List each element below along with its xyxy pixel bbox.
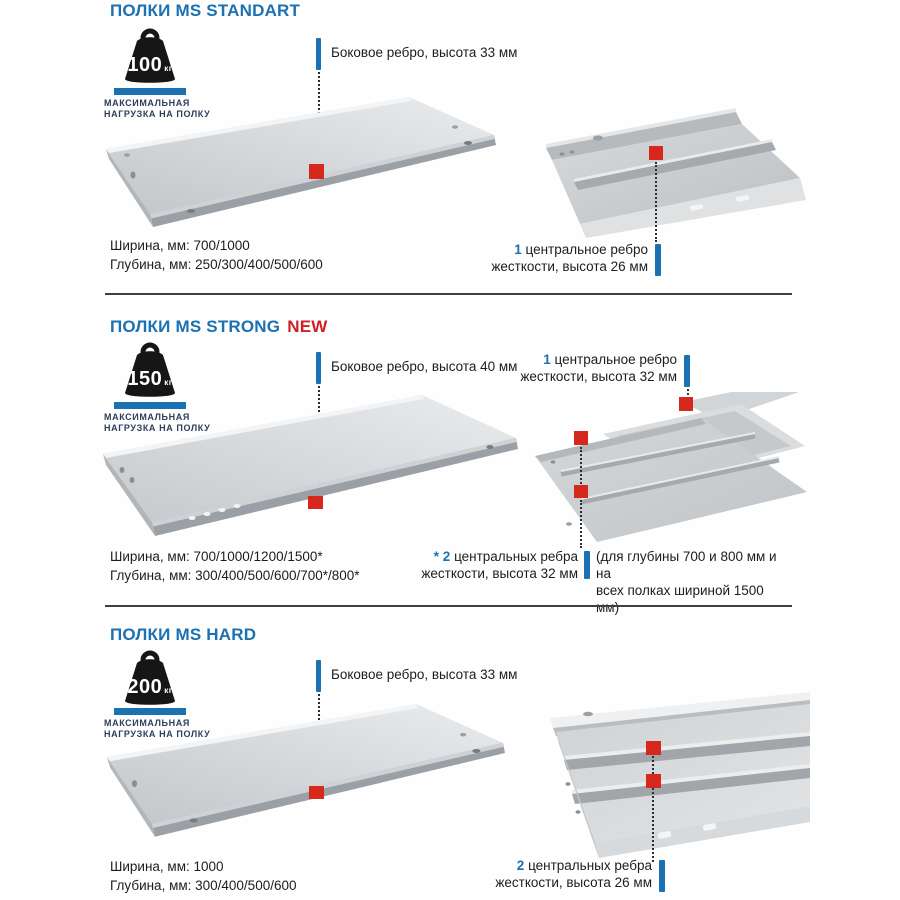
shelf-illustration-top xyxy=(103,95,503,240)
section-divider xyxy=(105,293,792,295)
rib-marker xyxy=(574,485,588,498)
max-load-caption: МАКСИМАЛЬНАЯ НАГРУЗКА НА ПОЛКУ xyxy=(104,98,211,119)
rib-marker xyxy=(309,786,324,799)
section-title-text: ПОЛКИ MS STRONG xyxy=(110,317,281,336)
callout-bar xyxy=(316,352,321,384)
specs-standart xyxy=(110,236,323,274)
section-divider xyxy=(105,605,792,607)
shelf-illustration-underside-1rib xyxy=(540,108,808,238)
rib-marker xyxy=(574,431,588,445)
spec-depth: Глубина, мм: 250/300/400/500/600 xyxy=(110,257,323,272)
specs-strong xyxy=(110,547,360,585)
shelf-illustration-top xyxy=(100,392,525,547)
spec-width: Ширина, мм: 700/1000 xyxy=(110,238,250,253)
section-title-standart xyxy=(110,1,300,21)
shelf-illustration-stack xyxy=(533,392,811,544)
dotted-leader-line xyxy=(580,447,582,484)
central-rib-note: 1 центральное ребро жесткости, высота 26 мм xyxy=(491,242,648,274)
spec-depth: Глубина, мм: 300/400/500/600 xyxy=(110,878,297,893)
rib-marker xyxy=(646,741,661,755)
depth-condition-note: (для глубины 700 и 800 мм и на всех полках шириной 1500 мм) xyxy=(596,549,777,615)
rib-marker xyxy=(309,164,324,179)
callout-bar xyxy=(684,355,690,387)
new-badge: NEW xyxy=(287,317,328,336)
spec-width: Ширина, мм: 700/1000/1200/1500* xyxy=(110,549,323,564)
rib-marker xyxy=(679,397,693,411)
side-rib-note: Боковое ребро, высота 33 мм xyxy=(331,667,518,682)
section-title-hard xyxy=(110,625,256,645)
max-load-value: 200 кг xyxy=(127,676,173,698)
callout-bar xyxy=(584,551,590,579)
weight-underline-bar xyxy=(114,88,186,95)
shelf-illustration-underside-2rib xyxy=(538,688,810,858)
spec-width: Ширина, мм: 1000 xyxy=(110,859,224,874)
central-ribs-note: * 2 центральных ребра жесткости, высота 32 мм xyxy=(421,549,578,581)
spec-depth: Глубина, мм: 300/400/500/600/700*/800* xyxy=(110,568,360,583)
callout-bar xyxy=(316,660,321,692)
max-load-caption: МАКСИМАЛЬНАЯ НАГРУЗКА НА ПОЛКУ xyxy=(104,718,211,739)
callout-bar xyxy=(316,38,321,70)
dotted-leader-line xyxy=(655,162,657,242)
section-title-text: ПОЛКИ MS STANDART xyxy=(110,1,301,20)
dotted-leader-line xyxy=(652,756,654,862)
central-rib-note: 1 центральное ребро жесткости, высота 32 мм xyxy=(520,352,677,384)
section-title-strong xyxy=(110,317,327,337)
max-load-value: 100 кг xyxy=(127,54,173,76)
rib-marker xyxy=(308,496,323,509)
specs-hard xyxy=(110,857,296,895)
max-load-value: 150 кг xyxy=(127,368,173,390)
dotted-leader-line xyxy=(580,500,582,548)
callout-bar xyxy=(659,860,665,892)
side-rib-note: Боковое ребро, высота 40 мм xyxy=(331,359,518,374)
section-title-text: ПОЛКИ MS HARD xyxy=(110,625,257,644)
shelf-illustration-top xyxy=(103,702,513,850)
side-rib-note: Боковое ребро, высота 33 мм xyxy=(331,45,518,60)
callout-bar xyxy=(655,244,661,276)
central-ribs-note: 2 центральных ребра жесткости, высота 26 мм xyxy=(495,858,652,890)
max-load-caption: МАКСИМАЛЬНАЯ НАГРУЗКА НА ПОЛКУ xyxy=(104,412,211,433)
rib-marker xyxy=(646,774,661,788)
rib-marker xyxy=(649,146,663,160)
